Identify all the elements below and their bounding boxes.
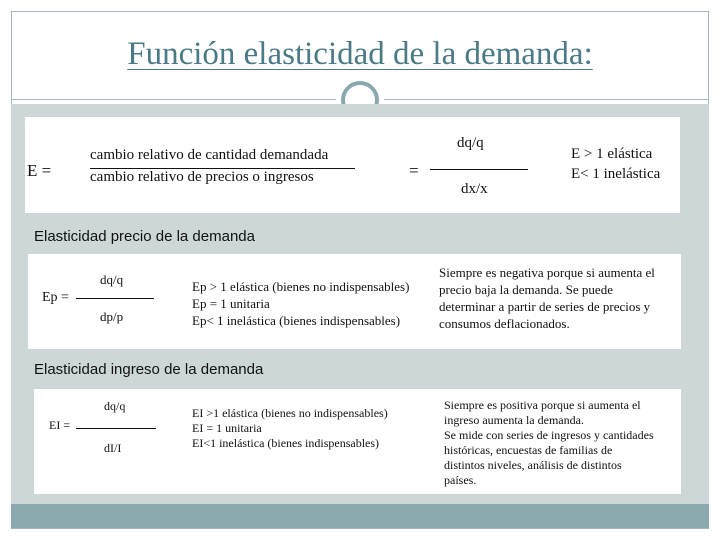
price-fraction-bar: [76, 298, 154, 299]
price-case-elastic: Ep > 1 elástica (bienes no indispensables): [192, 279, 410, 294]
income-note-line: distintos niveles, análisis de distintos: [444, 458, 622, 472]
income-note-line: Siempre es positiva porque si aumenta el: [444, 398, 641, 412]
price-note: [439, 264, 655, 332]
deriv-denominator: dx/x: [461, 181, 488, 197]
price-note-line: consumos deflacionados.: [439, 316, 570, 331]
price-case-inelastic: Ep< 1 inelástica (bienes indispensables): [192, 313, 401, 328]
income-numerator: dq/q: [104, 399, 126, 413]
formula-numerator: cambio relativo de cantidad demandada: [90, 147, 329, 163]
income-note-line: Se mide con series de ingresos y cantidades: [444, 428, 654, 442]
case-inelastic: E< 1 inelástica: [571, 166, 661, 182]
income-elasticity-box: [34, 389, 681, 494]
price-lhs: Ep =: [42, 290, 69, 305]
formula-lhs: E =: [27, 161, 52, 180]
general-formula-box: [25, 117, 680, 213]
price-note-line: determinar a partir de series de precios y: [439, 299, 651, 314]
price-elasticity-box: [28, 254, 681, 349]
deriv-numerator: dq/q: [457, 135, 484, 151]
formula-equals: =: [409, 161, 419, 180]
income-case-unitary: EI = 1 unitaria: [192, 421, 262, 435]
price-note-line: precio baja la demanda. Se puede: [439, 282, 613, 297]
income-note: [444, 398, 654, 488]
income-case-elastic: EI >1 elástica (bienes no indispensables): [192, 406, 388, 420]
price-cases: [192, 278, 409, 329]
slide-title: Función elasticidad de la demanda:: [127, 36, 593, 72]
income-case-inelastic: EI<1 inelástica (bienes indispensables): [192, 436, 380, 450]
price-note-line: Siempre es negativa porque si aumenta el: [439, 265, 655, 280]
price-case-unitary: Ep = 1 unitaria: [192, 296, 270, 311]
section-label-income: Elasticidad ingreso de la demanda: [34, 361, 264, 378]
income-note-line: ingreso aumenta la demanda.: [444, 413, 584, 427]
price-denominator: dp/p: [100, 309, 124, 324]
deriv-fraction-bar: [430, 169, 528, 170]
income-lhs: EI =: [49, 418, 71, 432]
price-numerator: dq/q: [100, 272, 124, 287]
income-fraction-bar: [76, 428, 156, 429]
income-denominator: dI/I: [104, 441, 122, 455]
income-cases: [192, 406, 388, 451]
case-elastic: E > 1 elástica: [571, 146, 653, 162]
section-label-price: Elasticidad precio de la demanda: [34, 228, 255, 245]
formula-denominator: cambio relativo de precios o ingresos: [90, 169, 314, 185]
income-note-line: países.: [444, 473, 477, 487]
footer-bar: [11, 504, 709, 528]
income-note-line: históricas, encuestas de familias de: [444, 443, 613, 457]
